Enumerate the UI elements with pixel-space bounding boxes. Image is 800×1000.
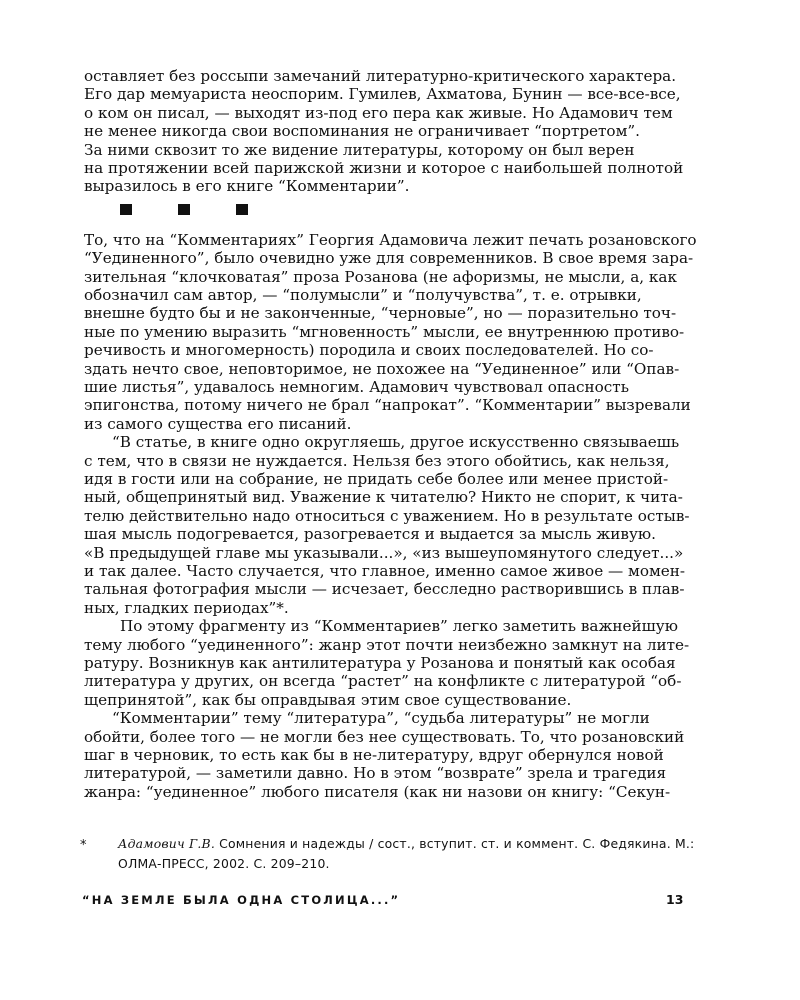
- text-line: шаг в черновик, то есть как бы в не-литературу, вдруг обернулся новой: [84, 745, 664, 764]
- footnote-author: Адамович Г.В.: [118, 836, 215, 851]
- text-line: эпигонства, потому ничего не брал “напрокат”. “Комментарии” вызревали: [84, 396, 691, 415]
- text-line: “Комментарии” тему “литература”, “судьба литературы” не могли: [112, 709, 650, 728]
- text-line: Его дар мемуариста неоспорим. Гумилев, Ахматова, Бунин — все-все-все,: [84, 85, 681, 104]
- text-line: тему любого “уединенного”: жанр этот почти неизбежно замкнут на лите-: [84, 635, 690, 654]
- text-line: на протяжении всей парижской жизни и которое с наибольшей полнотой: [84, 159, 684, 177]
- section-separator-square: [178, 204, 190, 215]
- running-title: “НА ЗЕМЛЕ БЫЛА ОДНА СТОЛИЦА...”: [82, 893, 401, 907]
- text-line: с тем, что в связи не нуждается. Нельзя без этого обойтись, как нельзя,: [84, 451, 670, 470]
- text-line: ных, гладких периодах”*.: [84, 598, 289, 617]
- footnote-marker: *: [80, 838, 87, 853]
- text-line: обозначил сам автор, — “полумысли” и “получувства”, т. е. отрывки,: [84, 285, 642, 304]
- text-line: внешне будто бы и не законченные, “черновые”, но — поразительно точ-: [84, 304, 677, 323]
- text-line: ный, общепринятый вид. Уважение к читателю? Никто не спорит, к чита-: [84, 488, 683, 507]
- text-line: ные по умению выразить “мгновенность” мысли, ее внутреннюю противо-: [84, 322, 685, 341]
- text-line: литература у других, он всегда “растет” на конфликте с литературой “об-: [84, 672, 682, 691]
- text-line: речивость и многомерность) породила и своих последователей. Но со-: [84, 341, 654, 360]
- text-line: не менее никогда свои воспоминания не ограничивает “портретом”.: [84, 122, 640, 141]
- text-line: зительная “клочковатая” проза Розанова (не афоризмы, не мысли, а, как: [84, 267, 677, 286]
- text-line: То, что на “Комментариях” Георгия Адамовича лежит печать розановского: [84, 230, 697, 249]
- text-line: щепринятой”, как бы оправдывая этим свое существование.: [84, 690, 572, 709]
- page-number: 13: [666, 892, 684, 907]
- text-line: здать нечто свое, неповторимое, не похожее на “Уединенное” или “Опав-: [84, 359, 680, 378]
- text-line: и так далее. Часто случается, что главное, именно самое живое — момен-: [84, 561, 686, 580]
- text-line: телю действительно надо относиться с уважением. Но в результате остыв-: [84, 506, 690, 525]
- text-line: о ком он писал, — выходят из-под его пера как живые. Но Адамович тем: [84, 103, 673, 122]
- text-line: шая мысль подогревается, разогревается и выдается за мысль живую.: [84, 525, 656, 544]
- footnote-text: Сомнения и надежды / сост., вступит. ст. и коммент. С. Федякина. М.:: [214, 836, 695, 851]
- text-line: идя в гости или на собрание, не придать себе более или менее пристой-: [84, 469, 669, 488]
- section-separator-square: [120, 204, 132, 215]
- footnote-line: [118, 834, 694, 854]
- text-line: литературой, — заметили давно. Но в этом “возврате” зрела и трагедия: [84, 764, 667, 783]
- text-line: “Уединенного”, было очевидно уже для современников. В свое время зара-: [84, 249, 694, 268]
- text-line: оставляет без россыпи замечаний литературно-критического характера.: [84, 67, 677, 85]
- text-line: По этому фрагменту из “Комментариев” легко заметить важнейшую: [120, 617, 678, 636]
- text-line: шие листья”, удавалось немногим. Адамович чувствовал опасность: [84, 377, 629, 396]
- text-line: “В статье, в книге одно округляешь, другое искусственно связываешь: [112, 433, 680, 452]
- text-line: обойти, более того — не могли без нее существовать. То, что розановский: [84, 727, 685, 746]
- section-separator-square: [236, 204, 248, 215]
- text-line: из самого существа его писаний.: [84, 414, 352, 433]
- footnote-line: ОЛМА-ПРЕСС, 2002. С. 209–210.: [118, 856, 330, 871]
- text-line: выразилось в его книге “Комментарии”.: [84, 177, 410, 196]
- text-line: ратуру. Возникнув как антилитература у Розанова и понятый как особая: [84, 653, 676, 672]
- text-line: жанра: “уединенное” любого писателя (как ни назови он книгу: “Секун-: [84, 782, 671, 801]
- text-line: тальная фотография мысли — исчезает, бесследно растворившись в плав-: [84, 580, 685, 599]
- text-line: За ними сквозит то же видение литературы, которому он был верен: [84, 140, 635, 159]
- text-line: «В предыдущей главе мы указывали...», «из вышеупомянутого следует...»: [84, 543, 684, 562]
